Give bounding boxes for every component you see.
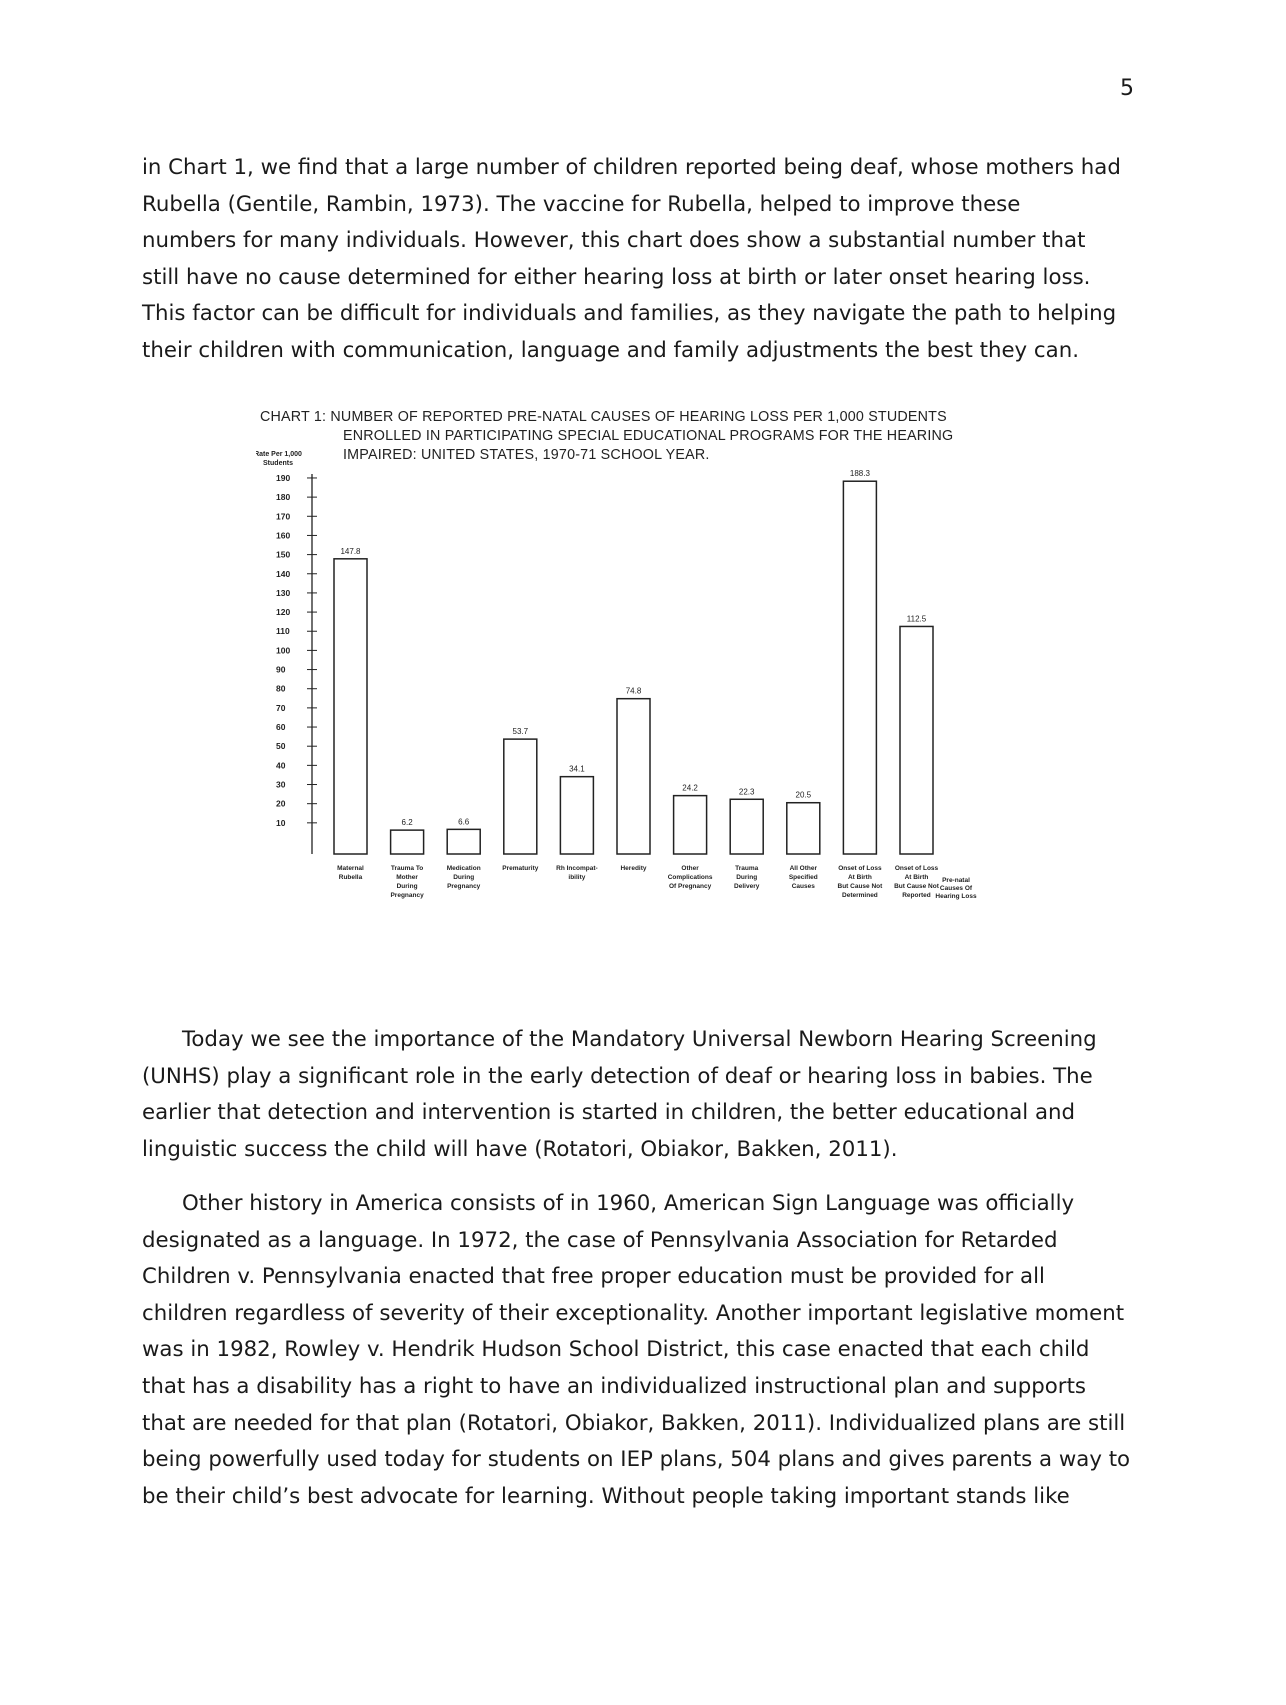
paragraph-line: numbers for many individuals. However, this chart does show a substantial number that [142, 228, 1086, 254]
bar-value-label: 34.1 [569, 764, 585, 774]
chart-title-line: IMPAIRED: UNITED STATES, 1970-71 SCHOOL YEAR. [343, 447, 710, 463]
bar-value-label: 6.2 [401, 818, 413, 828]
category-label: During [396, 883, 418, 890]
y-tick-label: 140 [276, 568, 291, 579]
page-number: 5 [1120, 76, 1134, 101]
bar-value-label: 53.7 [512, 727, 529, 737]
paragraph-line: (UNHS) play a significant role in the early detection of deaf or hearing loss in babies. The [142, 1063, 1093, 1089]
bar [391, 830, 424, 854]
bar [504, 739, 537, 854]
bar-value-label: 112.5 [906, 614, 927, 624]
category-label: Causes [791, 883, 815, 890]
category-label: At Birth [847, 874, 872, 881]
category-label: Specified [788, 874, 818, 881]
y-tick-label: 70 [276, 702, 286, 713]
side-label: Pre-natal [942, 877, 970, 884]
category-label: Heredity [620, 865, 647, 872]
bar [334, 559, 367, 854]
category-label: Medication [446, 865, 481, 872]
paragraph-line: earlier that detection and intervention is started in children, the better educational and [142, 1100, 1076, 1126]
bar [730, 799, 763, 854]
category-label: Prematurity [502, 865, 539, 872]
category-label: Maternal [337, 865, 364, 872]
bar [447, 829, 480, 854]
chart-title-line: ENROLLED IN PARTICIPATING SPECIAL EDUCATIONAL PROGRAMS FOR THE HEARING [343, 428, 954, 444]
bar-value-label: 188.3 [849, 469, 870, 479]
y-tick-label: 10 [276, 817, 286, 828]
y-tick-label: 120 [276, 607, 291, 618]
category-label: Mother [396, 874, 418, 881]
y-tick-label: 30 [276, 779, 286, 790]
chart-1 [256, 404, 1046, 984]
category-label: Complications [667, 874, 713, 881]
paragraph-line: in Chart 1, we find that a large number of children reported being deaf, whose mothers had [142, 155, 1121, 180]
category-label: All Other [789, 865, 818, 872]
category-label: Onset of Loss [838, 865, 882, 872]
category-label: ibility [568, 874, 586, 881]
y-tick-label: 100 [276, 645, 291, 656]
category-label: During [453, 874, 475, 881]
category-label: Rh Incompat- [556, 865, 598, 872]
category-label: Reported [902, 892, 931, 899]
paragraph-line: being powerfully used today for students on IEP plans, 504 plans and gives parents a way to [142, 1447, 1131, 1473]
y-tick-label: 60 [276, 722, 286, 733]
y-tick-label: 80 [276, 683, 286, 694]
category-label: Trauma [735, 865, 759, 872]
bar-value-label: 6.6 [458, 817, 470, 827]
bar [617, 699, 650, 854]
y-tick-label: 150 [276, 549, 291, 560]
category-label: At Birth [904, 874, 929, 881]
bar-value-label: 20.5 [795, 790, 812, 800]
y-tick-label: 160 [276, 530, 291, 541]
y-tick-label: 40 [276, 760, 286, 771]
category-label: But Cause Not [837, 883, 883, 890]
category-label: Other [681, 865, 699, 872]
side-label: Hearing Loss [935, 893, 977, 900]
paragraph-history [142, 1186, 1152, 1515]
paragraph-line: designated as a language. In 1972, the case of Pennsylvania Association for Retarded [142, 1227, 1058, 1253]
category-label: Pregnancy [390, 892, 424, 899]
category-label: Pregnancy [447, 883, 481, 890]
category-label: Onset of Loss [894, 865, 939, 872]
paragraph-line: children regardless of severity of their exceptionality. Another important legislative moment [142, 1300, 1125, 1326]
y-tick-label: 20 [276, 798, 286, 809]
paragraph-line: Children v. Pennsylvania enacted that free proper education must be provided for all [142, 1264, 1045, 1290]
bar [900, 626, 933, 854]
y-tick-label: 130 [276, 587, 291, 598]
bar [787, 803, 820, 854]
paragraph-line: Rubella (Gentile, Rambin, 1973). The vaccine for Rubella, helped to improve these [142, 191, 1021, 217]
bar-value-label: 147.8 [340, 546, 361, 556]
category-label: Rubella [338, 874, 363, 881]
paragraph-line: Today we see the importance of the Mandatory Universal Newborn Hearing Screening [182, 1027, 1097, 1052]
paragraph-line: was in 1982, Rowley v. Hendrik Hudson School District, this case enacted that each child [142, 1337, 1090, 1363]
category-label: During [736, 874, 758, 881]
category-label: Of Pregnancy [668, 883, 712, 890]
category-label: Trauma To [390, 865, 424, 872]
paragraph-line: that are needed for that plan (Rotatori, Obiakor, Bakken, 2011). Individualized plans are still [142, 1410, 1126, 1436]
paragraph-line: that has a disability has a right to have an individualized instructional plan and supports [142, 1373, 1087, 1399]
chart-plot [256, 404, 1046, 984]
y-tick-label: 50 [276, 741, 286, 752]
paragraph-line: This factor can be difficult for individuals and families, as they navigate the path to helping [142, 301, 1117, 327]
paragraph-line: their children with communication, language and family adjustments the best they can. [142, 337, 1079, 363]
paragraph-line: Other history in America consists of in 1960, American Sign Language was officially [182, 1191, 1075, 1216]
y-tick-label: 190 [276, 472, 291, 483]
paragraph-rubella [142, 150, 1152, 370]
category-label: Delivery [734, 883, 760, 890]
category-label: But Cause Not [894, 883, 939, 890]
bar-value-label: 74.8 [625, 686, 642, 696]
y-axis-label: Rate Per 1,000 [256, 451, 302, 458]
bar-value-label: 22.3 [738, 787, 755, 797]
y-axis-label: Students [263, 460, 293, 467]
y-tick-label: 170 [276, 511, 291, 522]
y-tick-label: 110 [276, 626, 290, 637]
y-tick-label: 90 [276, 664, 286, 675]
bar [843, 481, 876, 854]
category-label: Determined [842, 892, 878, 899]
paragraph-line: still have no cause determined for either hearing loss at birth or later onset hearing loss. [142, 264, 1091, 290]
paragraph-line: linguistic success the child will have (Rotatori, Obiakor, Bakken, 2011). [142, 1136, 898, 1162]
chart-title [260, 408, 953, 465]
bar [560, 777, 593, 854]
paragraph-unhs [142, 1022, 1152, 1168]
bar-value-label: 24.2 [682, 783, 698, 793]
side-label: Causes Of [939, 885, 973, 892]
bar [674, 796, 707, 854]
paragraph-line: be their child’s best advocate for learning. Without people taking important stands like [142, 1483, 1070, 1509]
chart-title-line: CHART 1: NUMBER OF REPORTED PRE-NATAL CAUSES OF HEARING LOSS PER 1,000 STUDENTS [260, 409, 947, 425]
y-tick-label: 180 [276, 492, 291, 503]
